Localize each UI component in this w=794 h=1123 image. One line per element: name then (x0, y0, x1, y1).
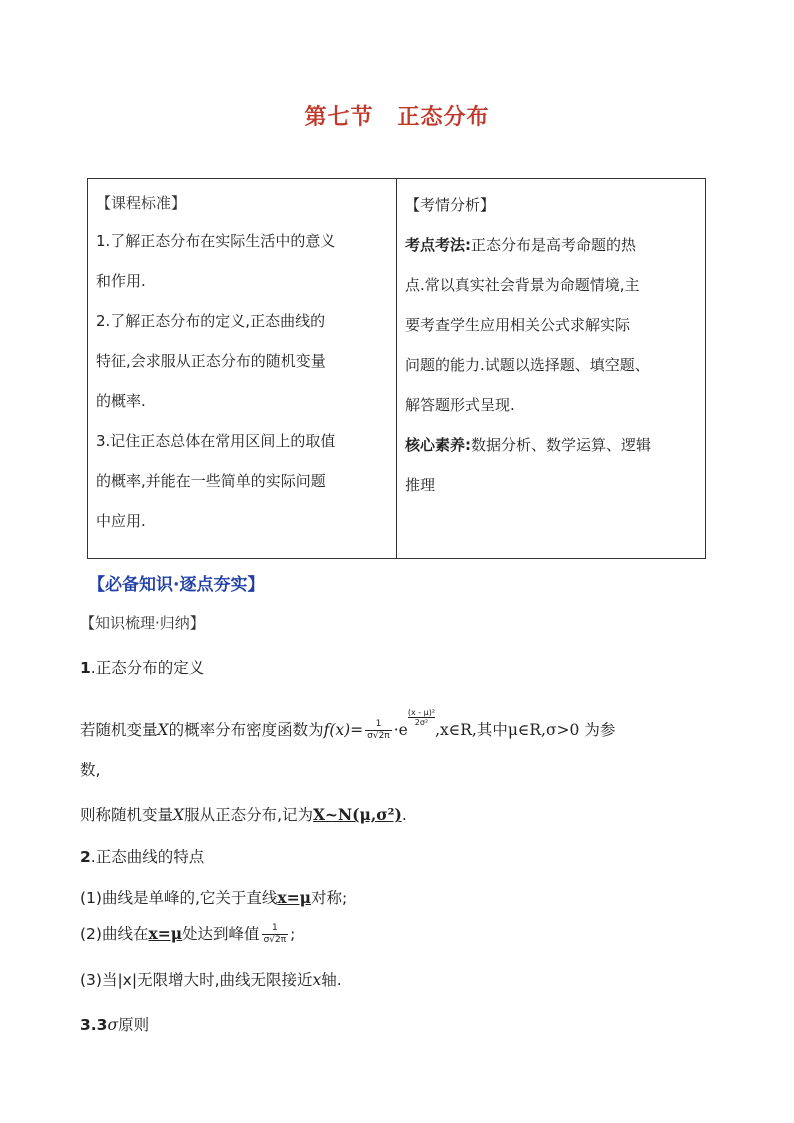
exam-analysis-line: 问题的能力.试题以选择题、填空题、 (405, 356, 650, 374)
exam-analysis-cell (397, 179, 705, 558)
section-heading: 【必备知识·逐点夯实】 (88, 575, 265, 595)
course-standard-line: 和作用. (96, 272, 146, 290)
page-title: 第七节 正态分布 (304, 105, 490, 130)
s2-heading: 2.正态曲线的特点 (80, 848, 205, 866)
s1-definition-cont: 数, (80, 761, 101, 779)
course-standard-line: 中应用. (96, 512, 146, 530)
course-standard-line: 1.了解正态分布在实际生活中的意义 (96, 232, 336, 250)
exam-analysis-line: 推理 (405, 476, 436, 494)
exam-method-label: 考点考法: (405, 236, 471, 254)
s1-heading: 1.正态分布的定义 (80, 659, 205, 677)
course-standard-line: 3.记住正态总体在常用区间上的取值 (96, 432, 336, 450)
peak-fraction: $\frac{1}{\sigma√2\pi}$ (263, 923, 287, 945)
normal-notation: X~N(μ,σ²) (313, 805, 402, 824)
s1-definition: 若随机变量X的概率分布密度函数为f(x)= $\frac{1}{\sigma√2\pi}$ ·e $\frac{\text{(x - μ)²}}{\text{2σ²}},x\in R$,其中μ∈R,σ>0 为参 (80, 708, 616, 741)
s2-item-2: (2)曲线在x=μ处达到峰值 $\frac{1}{\sigma√2\pi}$ ; (80, 923, 296, 945)
s3-heading: 3.3σ原则 (80, 1016, 150, 1034)
exam-analysis-line: 解答题形式呈现. (405, 396, 515, 414)
core-literacy-label: 核心素养: (405, 436, 471, 454)
exam-analysis-line: 点.常以真实社会背景为命题情境,主 (405, 276, 640, 294)
course-standard-line: 特征,会求服从正态分布的随机变量 (96, 352, 326, 370)
density-fraction: $\frac{1}{\sigma√2\pi}$ (367, 719, 390, 741)
course-standard-line: 的概率. (96, 392, 146, 410)
course-standard-heading: 【课程标准】 (96, 194, 187, 212)
course-standard-line: 的概率,并能在一些简单的实际问题 (96, 472, 326, 490)
course-standard-cell (88, 179, 397, 558)
s1-notation: 则称随机变量X服从正态分布,记为X~N(μ,σ²). (80, 805, 407, 824)
subsection-heading: 【知识梳理·归纳】 (80, 614, 205, 632)
s2-item-1: (1)曲线是单峰的,它关于直线x=μ对称; (80, 888, 348, 907)
course-standard-line: 2.了解正态分布的定义,正态曲线的 (96, 312, 326, 330)
info-table (87, 178, 706, 559)
exam-analysis-line: 要考查学生应用相关公式求解实际 (405, 316, 631, 334)
density-exponent: $\frac{\text{(x - μ)²}}{\text{2σ²}}$ (407, 708, 436, 727)
exam-analysis-line: 核心素养:数据分析、数学运算、逻辑 (405, 436, 652, 454)
exam-analysis-heading: 【考情分析】 (405, 196, 496, 214)
exam-analysis-line: 考点考法:正态分布是高考命题的热 (405, 236, 637, 254)
s2-item-3: (3)当|x|无限增大时,曲线无限接近x轴. (80, 971, 342, 989)
